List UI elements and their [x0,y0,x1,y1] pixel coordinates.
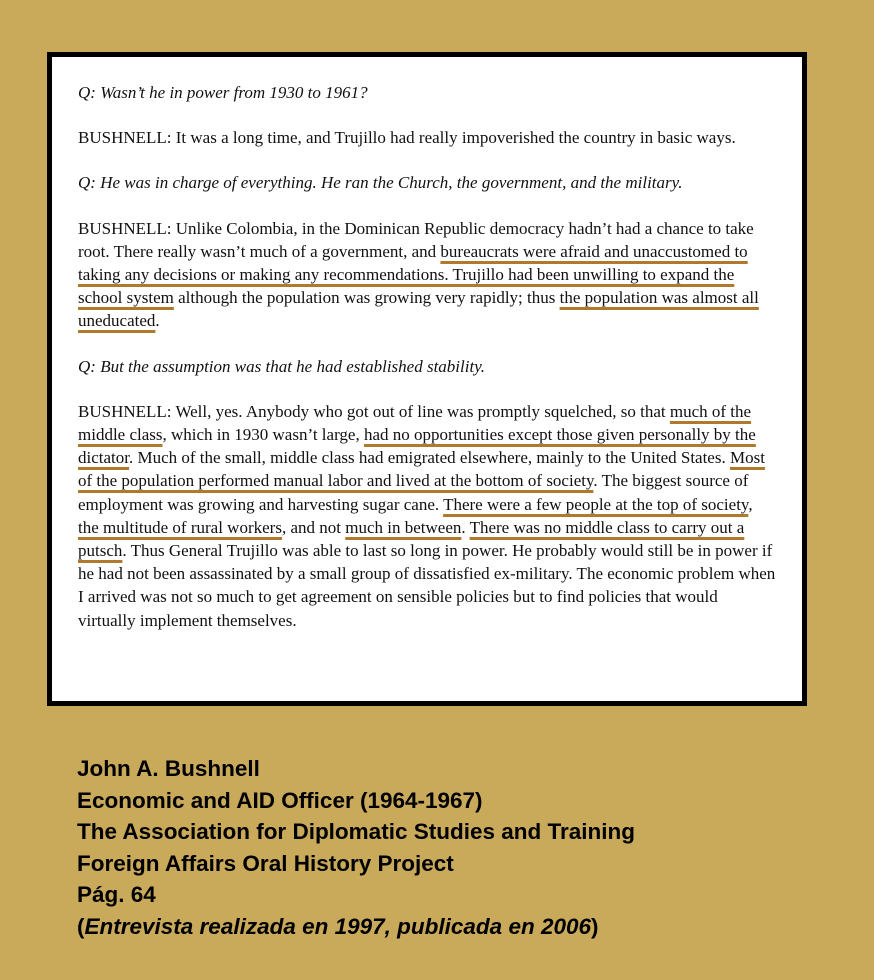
underlined-text: the multitude of rural workers [78,517,282,537]
underlined-text: There was no middle class to carry out a putsch [78,517,745,561]
text-segment: BUSHNELL: Unlike Colombia, in the Dominican Republic democracy hadn’t had a chance to take root. There really wasn’t much of a government, and [78,218,754,261]
text-segment: , [748,494,753,514]
paragraph-question-2 [78,171,776,194]
caption-paren-close: ) [591,913,599,939]
caption-paren-open: ( [77,913,85,939]
underlined-text: Most of the population performed manual labor and lived at the bottom of society [78,448,765,491]
text-segment: Q: But the assumption was that he had established stability. [78,356,486,376]
caption-organization: The Association for Diplomatic Studies and Training [77,819,635,844]
caption-name: John A. Bushnell [77,756,260,781]
caption-role: Economic and AID Officer (1964-1967) [77,787,483,813]
text-segment: . Thus General Trujillo was able to last so long in power. He probably would still be in power if he had not been assassinated by a small group of dissatisfied ex-military. The economic problem when I arrived was not so much to get agreement on sensible policies but to find policies that would virtually implement themselves. [78,541,776,630]
paragraph-question-3 [78,355,776,378]
text-segment: although the population was growing very rapidly; thus [173,288,560,308]
text-segment: . The biggest source of employment was growing and harvesting sugar cane. [78,471,749,514]
text-segment: BUSHNELL: It was a long time, and Trujillo had really impoverished the country in basic ways. [78,128,736,148]
text-segment: . Much of the small, middle class had emigrated elsewhere, mainly to the United States. [128,448,730,468]
underlined-text: much in between [345,517,462,537]
underlined-text: bureaucrats were afraid and unaccustomed to taking any decisions or making any recommendations. Trujillo had been unwilling to expand the school system [78,241,748,308]
text-segment: Q: Wasn’t he in power from 1930 to 1961? [78,83,368,102]
text-segment: , and not [281,517,346,537]
underlined-text: There were a few people at the top of society [443,494,749,514]
source-caption [77,753,635,942]
underlined-text: the population was almost all uneducated [78,288,759,331]
underlined-text: much of the middle class [78,401,752,445]
transcript-excerpt [47,52,807,706]
text-segment: BUSHNELL: Well, yes. Anybody who got out of line was promptly squelched, so that [78,401,670,421]
paragraph-answer-1 [78,126,776,149]
text-segment: , which in 1930 wasn’t large, [162,425,364,445]
paragraph-answer-3 [78,400,776,632]
text-segment: . [155,311,160,331]
paragraph-answer-2 [78,217,776,333]
caption-page: Pág. 64 [77,882,156,907]
underlined-text: had no opportunities except those given personally by the dictator [78,425,756,468]
caption-note-line [77,911,635,943]
caption-note: Entrevista realizada en 1997, publicada en 2006 [84,913,592,939]
caption-project: Foreign Affairs Oral History Project [77,850,454,876]
text-segment: Q: He was in charge of everything. He ran the Church, the government, and the military. [78,173,683,193]
text-segment: . [461,517,470,537]
paragraph-question-1 [78,81,776,104]
